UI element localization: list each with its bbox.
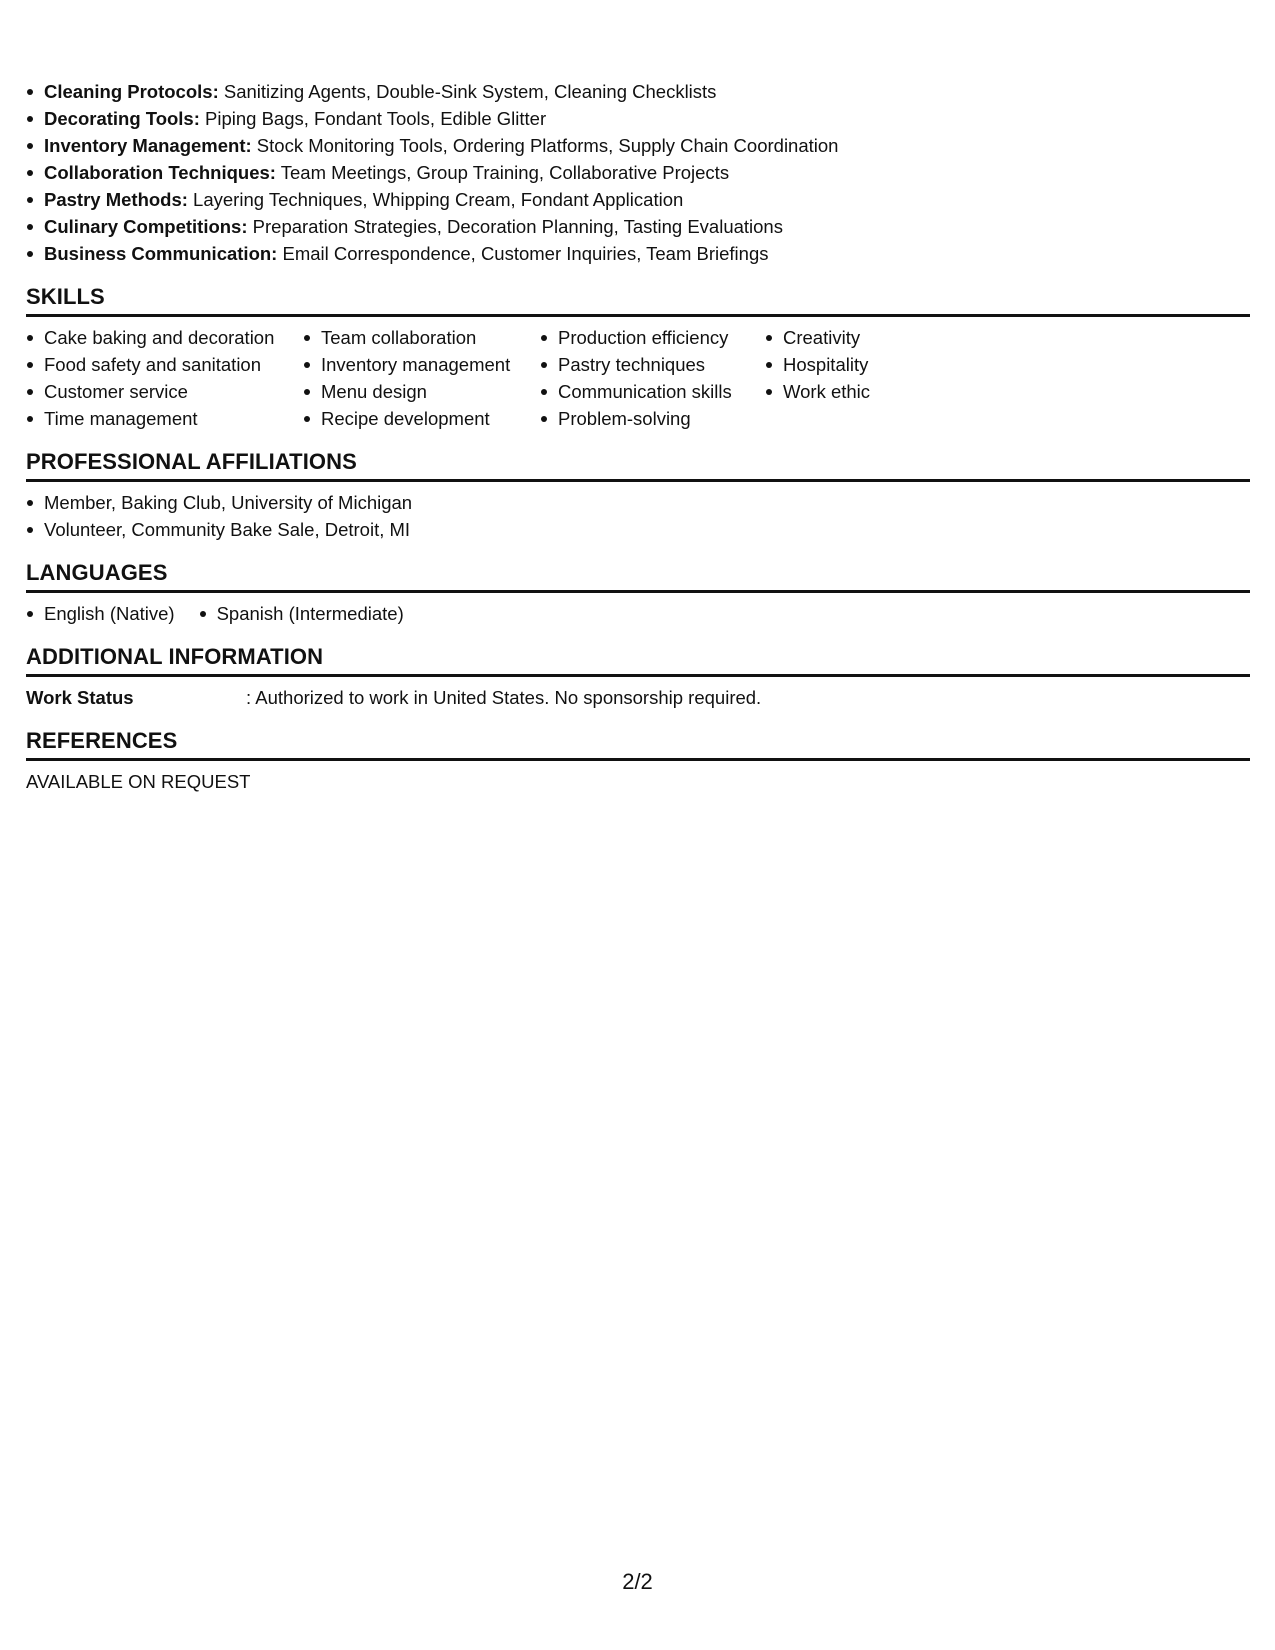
skill-item: Problem-solving [540, 405, 765, 432]
list-item [26, 240, 1250, 267]
list-item [26, 105, 1250, 132]
list-item-term: Culinary Competitions: [44, 216, 248, 237]
skill-item: Team collaboration [303, 324, 540, 351]
tools-list [26, 78, 1250, 267]
additional-info-section-header [26, 643, 1250, 677]
list-item [26, 213, 1250, 240]
work-status-label: Work Status [26, 687, 134, 708]
affiliations-heading: PROFESSIONAL AFFILIATIONS [26, 449, 357, 474]
page-number: 2/2 [622, 1569, 653, 1594]
language-item: English (Native) [26, 600, 175, 627]
list-item [26, 132, 1250, 159]
references-section-header [26, 727, 1250, 761]
list-item-term: Business Communication: [44, 243, 278, 264]
skills-column [540, 324, 765, 432]
skill-item: Time management [26, 405, 303, 432]
affiliation-item: Member, Baking Club, University of Michigan [26, 489, 1250, 516]
skill-item: Cake baking and decoration [26, 324, 303, 351]
work-status-row [26, 684, 1250, 711]
affiliation-item: Volunteer, Community Bake Sale, Detroit, MI [26, 516, 1250, 543]
list-item-detail: Preparation Strategies, Decoration Planning, Tasting Evaluations [247, 216, 783, 237]
list-item-detail: Team Meetings, Group Training, Collaborative Projects [275, 162, 730, 183]
language-item: Spanish (Intermediate) [199, 600, 404, 627]
languages-heading: LANGUAGES [26, 560, 168, 585]
list-item-term: Decorating Tools: [44, 108, 200, 129]
skill-item: Production efficiency [540, 324, 765, 351]
skills-column [26, 324, 303, 432]
list-item [26, 159, 1250, 186]
additional-info-heading: ADDITIONAL INFORMATION [26, 644, 324, 669]
affiliations-section-header [26, 448, 1250, 482]
skill-item: Recipe development [303, 405, 540, 432]
skills-column [303, 324, 540, 432]
resume-page [26, 78, 1250, 795]
list-item-term: Collaboration Techniques: [44, 162, 276, 183]
references-text: AVAILABLE ON REQUEST [26, 771, 251, 792]
list-item-term: Pastry Methods: [44, 189, 188, 210]
list-item-detail: Layering Techniques, Whipping Cream, Fondant Application [187, 189, 684, 210]
skill-item: Pastry techniques [540, 351, 765, 378]
list-item-detail: Email Correspondence, Customer Inquiries, Team Briefings [277, 243, 769, 264]
skill-item: Customer service [26, 378, 303, 405]
list-item-term: Inventory Management: [44, 135, 252, 156]
list-item [26, 186, 1250, 213]
affiliations-list [26, 489, 1250, 543]
skill-item: Food safety and sanitation [26, 351, 303, 378]
skills-section-header [26, 283, 1250, 317]
list-item-detail: Piping Bags, Fondant Tools, Edible Glitter [199, 108, 547, 129]
list-item [26, 78, 1250, 105]
skill-item: Inventory management [303, 351, 540, 378]
skill-item: Communication skills [540, 378, 765, 405]
skill-item: Work ethic [765, 378, 945, 405]
languages-section-header [26, 559, 1250, 593]
skill-item: Creativity [765, 324, 945, 351]
skills-grid [26, 324, 1250, 432]
list-item-detail: Stock Monitoring Tools, Ordering Platforms, Supply Chain Coordination [251, 135, 839, 156]
skills-column [765, 324, 945, 432]
skill-item: Menu design [303, 378, 540, 405]
skill-item: Hospitality [765, 351, 945, 378]
languages-list [26, 600, 1250, 627]
skills-heading: SKILLS [26, 284, 105, 309]
references-heading: REFERENCES [26, 728, 178, 753]
work-status-value: : Authorized to work in United States. No sponsorship required. [246, 687, 762, 708]
list-item-detail: Sanitizing Agents, Double-Sink System, Cleaning Checklists [218, 81, 717, 102]
list-item-term: Cleaning Protocols: [44, 81, 219, 102]
